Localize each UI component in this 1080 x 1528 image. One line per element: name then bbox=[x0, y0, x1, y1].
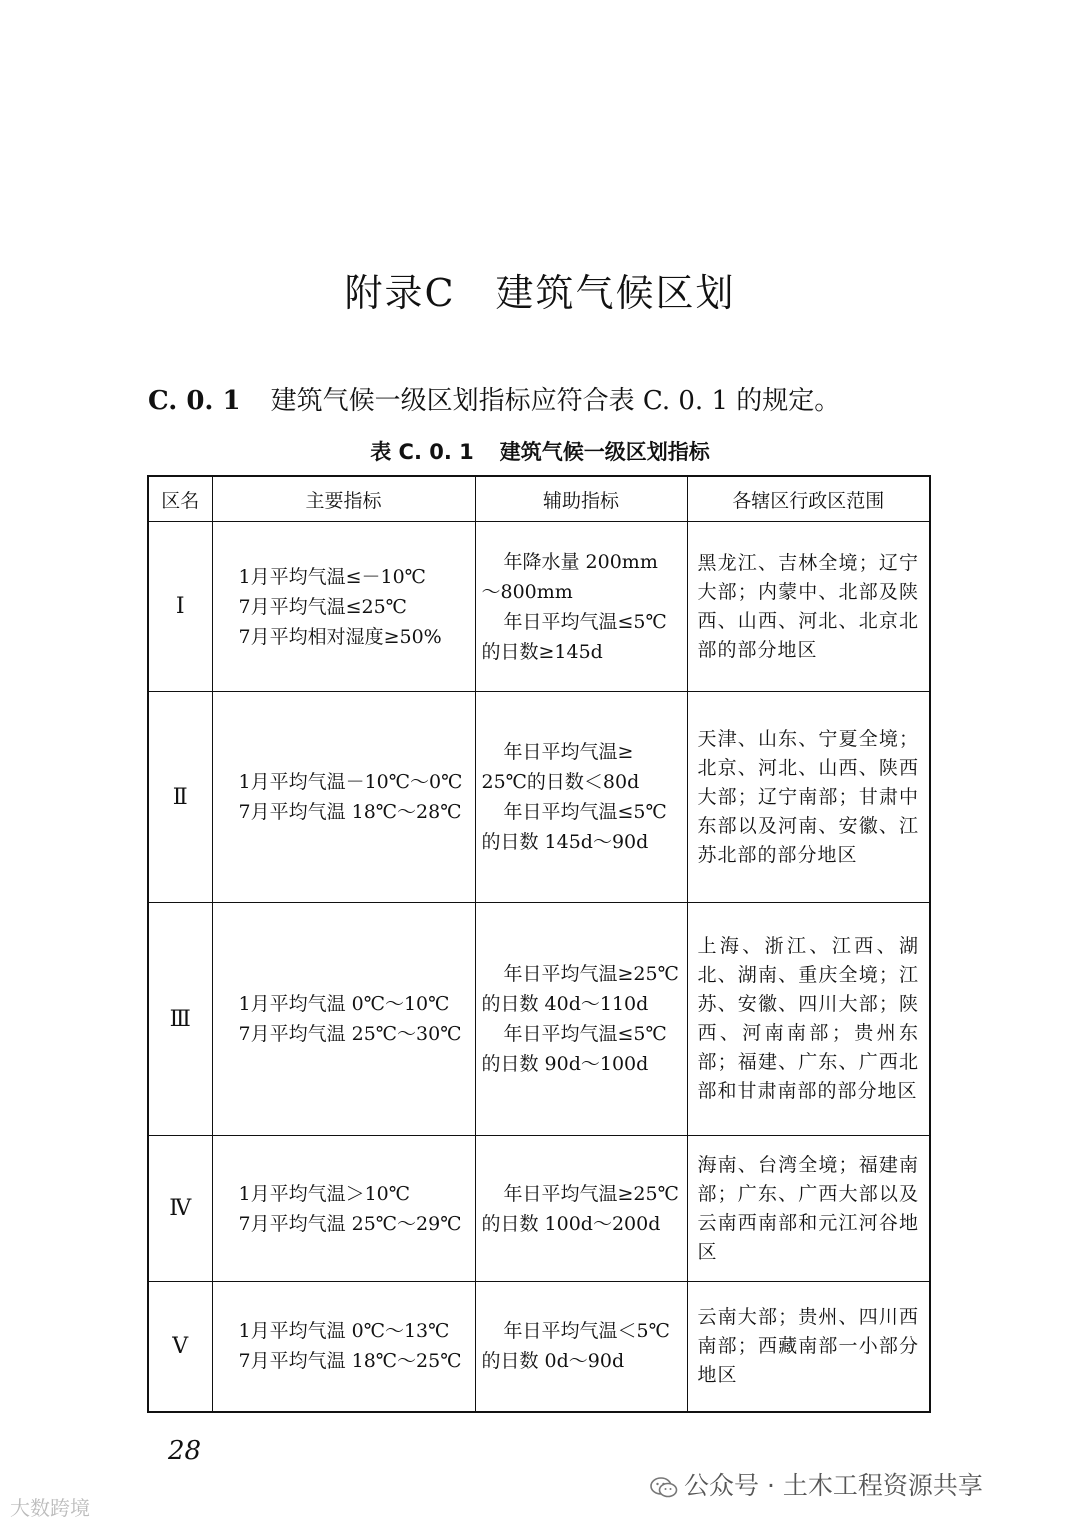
main-indicator-cell bbox=[212, 1136, 475, 1282]
admin-range-cell: 黑龙江、吉林全境；辽宁大部；内蒙中、北部及陕西、山西、河北、北京北部的部分地区 bbox=[687, 522, 930, 692]
aux-indicator-line: 的日数 100d～200d bbox=[481, 1212, 661, 1235]
table-row bbox=[148, 903, 930, 1136]
zone-name: Ⅰ bbox=[148, 522, 212, 692]
aux-indicator-line: 年日平均气温≥ bbox=[503, 741, 634, 763]
wechat-icon bbox=[650, 1476, 678, 1498]
zone-name: Ⅲ bbox=[148, 903, 212, 1136]
admin-range-cell: 云南大部；贵州、四川西南部；西藏南部一小部分地区 bbox=[687, 1282, 930, 1412]
header-main-indicator: 主要指标 bbox=[212, 476, 475, 522]
appendix-title: 附录C 建筑气候区划 bbox=[344, 271, 736, 315]
main-indicator-line: 1月平均气温＞10℃ bbox=[238, 1182, 411, 1205]
climate-zone-table bbox=[147, 475, 931, 1413]
table-caption-title: 建筑气候一级区划指标 bbox=[499, 440, 710, 464]
aux-indicator-line: 的日数 90d～100d bbox=[481, 1053, 649, 1075]
main-indicator-cell bbox=[212, 692, 475, 903]
main-indicator-cell bbox=[212, 522, 475, 692]
aux-indicator-line: 年日平均气温＜5℃ bbox=[503, 1320, 670, 1343]
wechat-watermark bbox=[650, 1466, 983, 1502]
zone-name: Ⅴ bbox=[148, 1282, 212, 1412]
main-indicator-line: 7月平均气温 18℃～28℃ bbox=[238, 801, 462, 823]
table-row bbox=[148, 522, 930, 692]
header-admin-range: 各辖区行政区范围 bbox=[687, 476, 930, 522]
wechat-watermark-text: 公众号 · 土木工程资源共享 bbox=[684, 1471, 983, 1500]
admin-range-cell: 海南、台湾全境；福建南部；广东、广西大部以及云南西南部和元江河谷地区 bbox=[687, 1136, 930, 1282]
aux-indicator-cell bbox=[475, 1282, 687, 1412]
main-indicator-cell bbox=[212, 903, 475, 1136]
main-indicator-line: 1月平均气温 0℃～10℃ bbox=[238, 993, 450, 1015]
corner-watermark-text: 大数跨境 bbox=[10, 1496, 90, 1520]
aux-indicator-line: 的日数≥145d bbox=[481, 640, 603, 663]
aux-indicator-line: 的日数 0d～90d bbox=[481, 1350, 625, 1373]
aux-indicator-cell bbox=[475, 522, 687, 692]
aux-indicator-line: 年日平均气温≥25℃ bbox=[503, 1182, 679, 1205]
admin-range-cell: 天津、山东、宁夏全境；北京、河北、山西、陕西大部；辽宁南部；甘肃中东部以及河南、安徽、江苏北部的部分地区 bbox=[687, 692, 930, 903]
aux-indicator-line: 的日数 145d～90d bbox=[481, 831, 649, 853]
main-indicator-line: 1月平均气温≤－10℃ bbox=[238, 565, 426, 588]
zone-name: Ⅳ bbox=[148, 1136, 212, 1282]
clause bbox=[148, 380, 840, 417]
main-indicator-line: 7月平均气温 25℃～30℃ bbox=[238, 1023, 462, 1045]
main-indicator-line: 1月平均气温 0℃～13℃ bbox=[238, 1320, 450, 1343]
aux-indicator-cell bbox=[475, 692, 687, 903]
main-indicator-line: 7月平均相对湿度≥50% bbox=[238, 625, 442, 648]
clause-text: 建筑气候一级区划指标应符合表 C. 0. 1 的规定。 bbox=[270, 386, 841, 416]
aux-indicator-line: 年日平均气温≤5℃ bbox=[503, 610, 667, 633]
aux-indicator-line: 年日平均气温≥25℃ bbox=[503, 963, 679, 985]
main-indicator-line: 7月平均气温 18℃～25℃ bbox=[238, 1350, 462, 1373]
main-indicator-cell bbox=[212, 1282, 475, 1412]
zone-name: Ⅱ bbox=[148, 692, 212, 903]
aux-indicator-cell bbox=[475, 1136, 687, 1282]
table-caption-number: 表 C. 0. 1 bbox=[370, 440, 474, 464]
main-indicator-line: 7月平均气温≤25℃ bbox=[238, 595, 407, 618]
corner-watermark bbox=[10, 1492, 90, 1521]
clause-number: C. 0. 1 bbox=[148, 386, 241, 416]
page-number: 28 bbox=[168, 1436, 202, 1466]
aux-indicator-line: ～800mm bbox=[481, 580, 573, 603]
aux-indicator-line: 年日平均气温≤5℃ bbox=[503, 1023, 667, 1045]
table-header-row bbox=[148, 476, 930, 522]
aux-indicator-cell bbox=[475, 903, 687, 1136]
main-indicator-line: 1月平均气温－10℃～0℃ bbox=[238, 771, 463, 793]
table-caption bbox=[0, 436, 1080, 466]
aux-indicator-line: 的日数 40d～110d bbox=[481, 993, 649, 1015]
table-row bbox=[148, 692, 930, 903]
table-row bbox=[148, 1136, 930, 1282]
aux-indicator-line: 年降水量 200mm bbox=[503, 550, 658, 573]
aux-indicator-line: 年日平均气温≤5℃ bbox=[503, 801, 667, 823]
table-row bbox=[148, 1282, 930, 1412]
header-aux-indicator: 辅助指标 bbox=[475, 476, 687, 522]
aux-indicator-line: 25℃的日数＜80d bbox=[481, 771, 640, 793]
header-zone-name: 区名 bbox=[148, 476, 212, 522]
admin-range-cell: 上海、浙江、江西、湖北、湖南、重庆全境；江苏、安徽、四川大部；陕西、河南南部；贵州东部；福建、广东、广西北部和甘肃南部的部分地区 bbox=[687, 903, 930, 1136]
main-indicator-line: 7月平均气温 25℃～29℃ bbox=[238, 1212, 462, 1235]
